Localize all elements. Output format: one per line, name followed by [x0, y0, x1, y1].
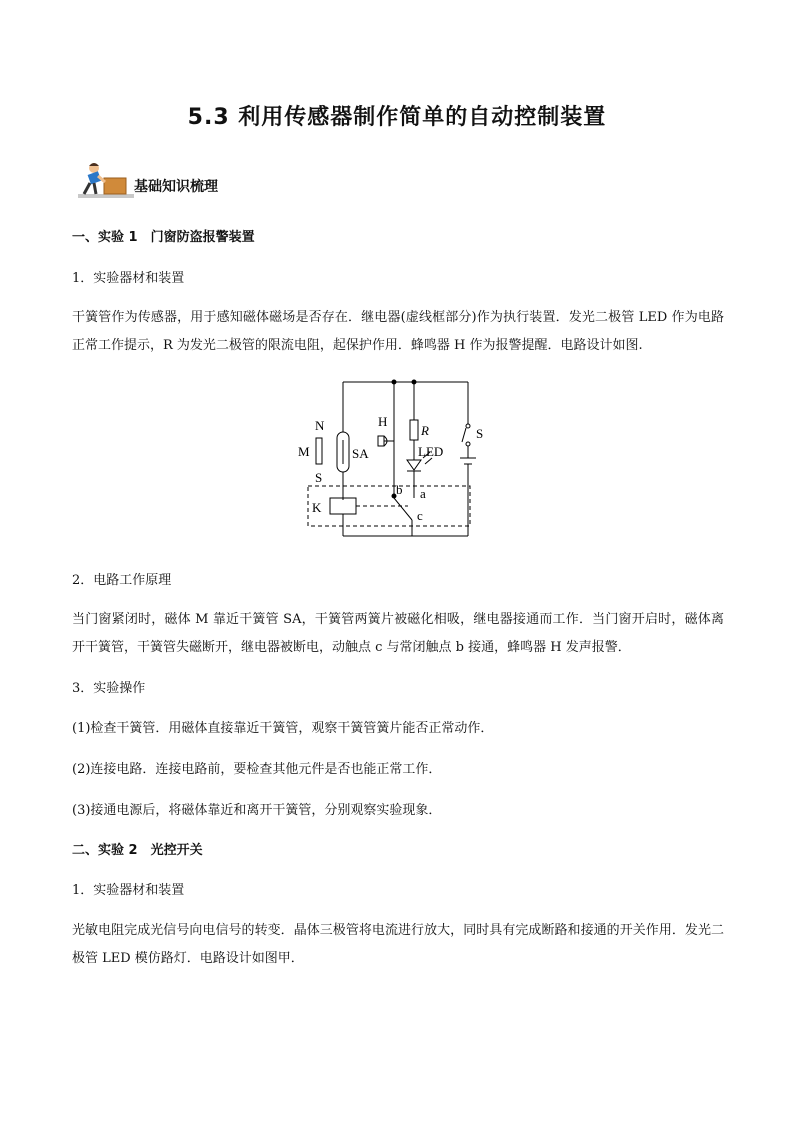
section-header [78, 160, 338, 200]
label-switch-S: S [476, 426, 484, 441]
label-b: b [396, 482, 403, 497]
relay-coil-K [330, 498, 356, 514]
exp1-heading: 一、实验 1 门窗防盗报警装置 [72, 230, 255, 245]
exp1-materials-text: 干簧管作为传感器，用于感知磁体磁场是否存在．继电器(虚线框部分)作为执行装置．发光二极管 LED 作为电路正常工作提示，R 为发光二极管的限流电阻，起保护作用．蜂鸣器 H 作为报警提醒．电路设计如图. [72, 310, 724, 353]
label-S: S [315, 470, 323, 485]
exp2-materials-title: 1．实验器材和装置 [72, 883, 185, 898]
label-N: N [315, 418, 325, 433]
exp1-operation-title: 3．实验操作 [72, 681, 146, 696]
exp1-op3: (3)接通电源后，将磁体靠近和离开干簧管，分别观察实验现象． [72, 803, 442, 818]
resistor-R [410, 420, 418, 440]
magnet-M [316, 438, 322, 464]
exp1-principle-text: 当门窗紧闭时，磁体 M 靠近干簧管 SA，干簧管两簧片被磁化相吸，继电器接通而工作．当门窗开启时，磁体离开干簧管，干簧管失磁断开，继电器被断电，动触点 c 与常闭触点 b 接通，蜂鸣器 H 发声报警． [72, 612, 724, 655]
buzzer-H [378, 436, 384, 446]
exp1-materials-title: 1．实验器材和装置 [72, 271, 185, 286]
label-K: K [312, 500, 322, 515]
moving-contact-c [394, 498, 412, 520]
led [407, 460, 421, 470]
label-a: a [420, 486, 426, 501]
label-c: c [417, 508, 423, 523]
kid-pushing-box-icon [78, 160, 134, 200]
section-label: 基础知识梳理 [134, 179, 218, 195]
label-LED: LED [418, 444, 444, 459]
relay-dashed-frame [308, 486, 470, 526]
label-R: R [421, 423, 429, 438]
exp2-heading: 二、实验 2 光控开关 [72, 843, 203, 858]
page-title: 5.3 利用传感器制作简单的自动控制装置 [187, 105, 607, 130]
exp1-principle-title: 2．电路工作原理 [72, 573, 172, 588]
alarm-circuit-diagram [290, 372, 490, 542]
exp1-op2: (2)连接电路．连接电路前，要检查其他元件是否也能正常工作． [72, 762, 442, 777]
label-M: M [298, 444, 310, 459]
exp2-materials-text: 光敏电阻完成光信号向电信号的转变．晶体三极管将电流进行放大，同时具有完成断路和接通的开关作用．发光二极管 LED 模仿路灯．电路设计如图甲． [72, 923, 724, 966]
switch-S [462, 428, 466, 442]
exp1-op1: (1)检查干簧管．用磁体直接靠近干簧管，观察干簧管簧片能否正常动作． [72, 721, 494, 736]
label-SA: SA [352, 446, 369, 461]
label-H: H [378, 414, 388, 429]
